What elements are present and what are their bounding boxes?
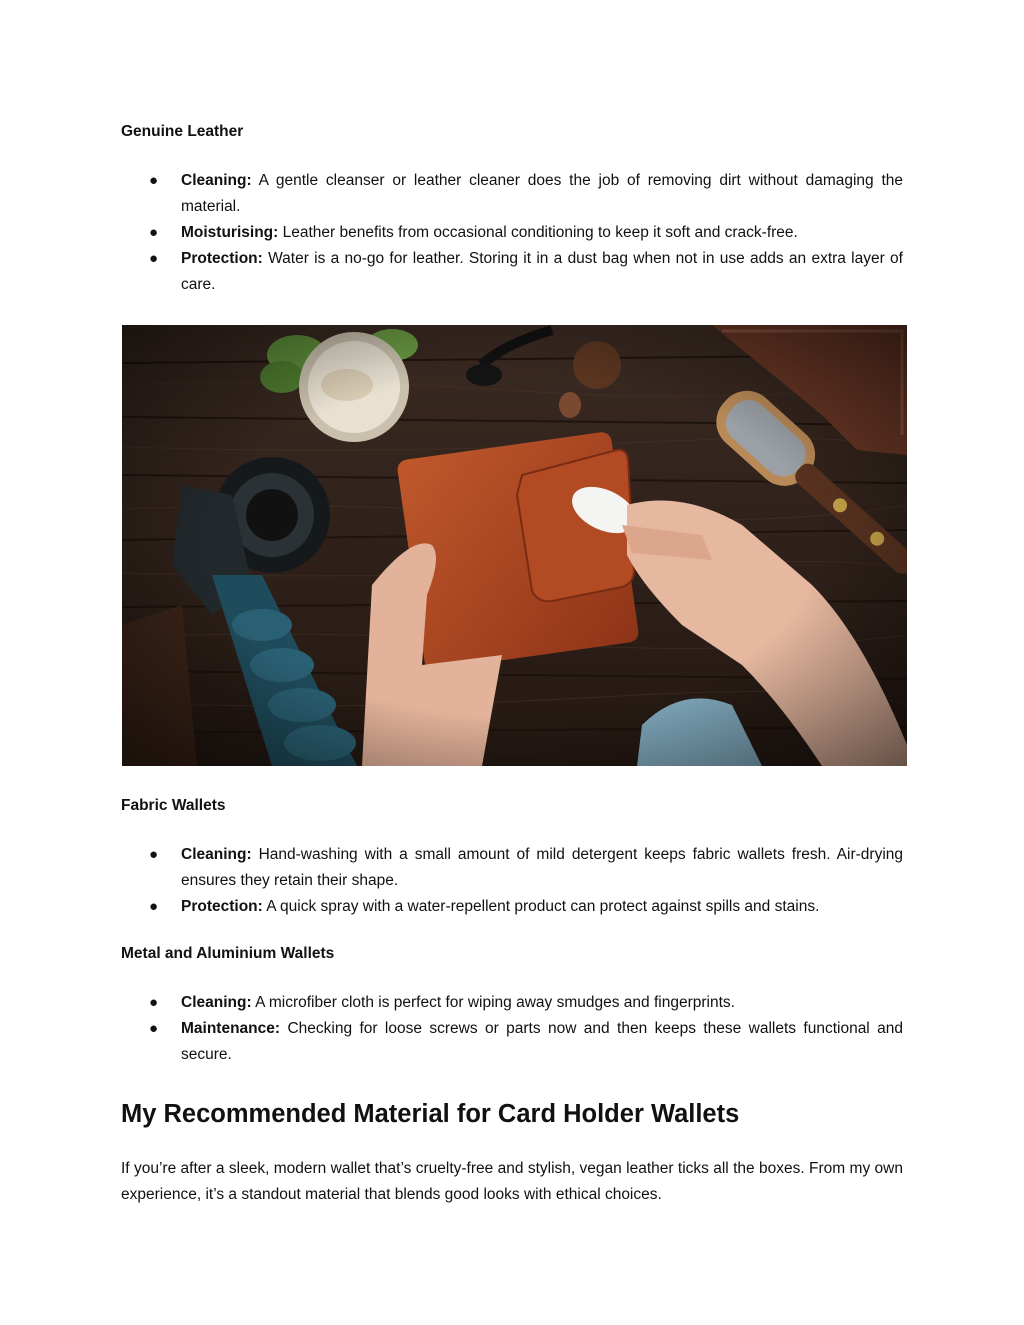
recommended-material-heading: My Recommended Material for Card Holder Wallets bbox=[121, 1100, 740, 1128]
fabric-wallets-list bbox=[121, 842, 903, 920]
bullet-icon: ● bbox=[149, 1020, 159, 1037]
bullet-icon: ● bbox=[149, 250, 159, 267]
metal-wallets-heading: Metal and Aluminium Wallets bbox=[121, 945, 335, 962]
metal-wallets-list bbox=[121, 990, 903, 1068]
bullet-icon: ● bbox=[149, 172, 159, 189]
list-item: ● Cleaning: A microfiber cloth is perfect for wiping away smudges and fingerprints. bbox=[121, 990, 903, 1016]
wallet-cleaning-photo bbox=[122, 325, 907, 766]
document-content bbox=[121, 122, 903, 1208]
list-item: ● Protection: A quick spray with a water-repellent product can protect against spills and stains. bbox=[121, 894, 903, 920]
list-item: ● Protection: Water is a no-go for leather. Storing it in a dust bag when not in use adds an extra layer of care. bbox=[121, 246, 903, 298]
genuine-leather-heading: Genuine Leather bbox=[121, 123, 244, 140]
genuine-leather-list bbox=[121, 168, 903, 298]
list-item: ● Cleaning: A gentle cleanser or leather cleaner does the job of removing dirt without damaging the material. bbox=[121, 168, 903, 220]
fabric-wallets-heading: Fabric Wallets bbox=[121, 797, 226, 814]
list-item: ● Moisturising: Leather benefits from occasional conditioning to keep it soft and crack-free. bbox=[121, 220, 903, 246]
bullet-icon: ● bbox=[149, 846, 159, 863]
bullet-icon: ● bbox=[149, 898, 159, 915]
bullet-icon: ● bbox=[149, 224, 159, 241]
bullet-icon: ● bbox=[149, 994, 159, 1011]
list-item: ● Cleaning: Hand-washing with a small amount of mild detergent keeps fabric wallets fresh. Air-drying ensures they retain their shape. bbox=[121, 842, 903, 894]
recommendation-paragraph: If you’re after a sleek, modern wallet that’s cruelty-free and stylish, vegan leather ticks all the boxes. From my own experience, it’s a standout material that blends good looks with ethical choices. bbox=[121, 1160, 903, 1203]
list-item: ● Maintenance: Checking for loose screws or parts now and then keeps these wallets functional and secure. bbox=[121, 1016, 903, 1068]
